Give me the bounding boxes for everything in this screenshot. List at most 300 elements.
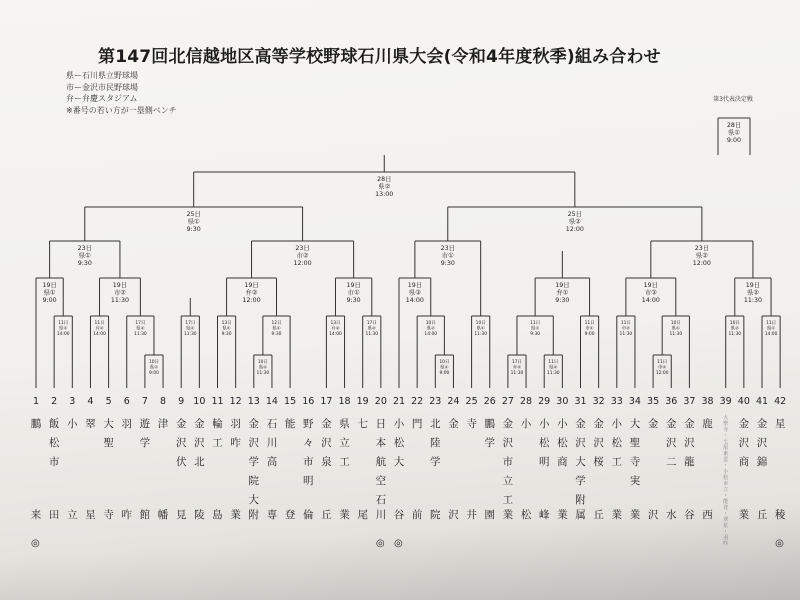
- match-date: 11日: [620, 321, 631, 326]
- bracket-position-number: 12: [229, 396, 242, 407]
- match-time: 14:00: [93, 331, 106, 337]
- school-char: 幡: [157, 509, 169, 521]
- match-venue: 県②: [568, 218, 581, 226]
- match-date: 25日: [567, 211, 582, 218]
- school-char: 津: [157, 418, 169, 430]
- school-char: 田: [48, 509, 60, 521]
- school-name: [47, 415, 61, 521]
- school-char: ・: [723, 529, 729, 535]
- match-time: 12:00: [655, 370, 669, 376]
- match-date: 19日: [745, 282, 761, 289]
- school-char: 翠: [723, 517, 729, 523]
- match-venue: 県②: [695, 252, 708, 260]
- school-name: [138, 415, 152, 521]
- match-time: 9:30: [221, 331, 232, 337]
- school-char: 沢: [738, 437, 750, 449]
- match-date: 10日: [439, 360, 450, 365]
- school-name: [102, 415, 116, 521]
- match-time: 11:30: [619, 331, 633, 337]
- match-date: 13日: [221, 321, 232, 326]
- school-char: 鵬: [30, 418, 42, 430]
- school-char: 沢: [248, 437, 260, 449]
- match-venue: 県②: [59, 326, 68, 332]
- school-name: [83, 415, 97, 521]
- match-time: 14:00: [405, 296, 424, 304]
- legend-line: ※番号の若い方が一塁側ベンチ: [66, 105, 177, 115]
- bracket-position-number: 11: [211, 396, 224, 407]
- school-char: 々: [303, 437, 314, 449]
- seed-mark: ◎: [775, 538, 784, 549]
- school-name: [356, 415, 370, 521]
- match-venue: 市①: [585, 326, 594, 332]
- school-name: [374, 415, 388, 521]
- bracket-position-number: 38: [701, 396, 714, 407]
- school-char: 沢: [502, 437, 514, 449]
- school-char: 金: [502, 418, 514, 430]
- bracket-position-number: 40: [737, 396, 750, 407]
- school-char: 大: [575, 456, 586, 468]
- school-char: 前: [411, 509, 423, 521]
- match-venue: 県②: [186, 326, 195, 332]
- match-venue: 弁②: [512, 365, 522, 371]
- school-name: [719, 415, 733, 547]
- school-char: 星: [774, 418, 786, 430]
- school-name: [519, 415, 533, 521]
- match-date: 19日: [112, 282, 128, 289]
- school-char: 工: [611, 456, 623, 468]
- school-char: 大: [103, 418, 114, 430]
- bracket-position-number: 18: [338, 396, 351, 407]
- match-venue: 県①: [272, 326, 281, 332]
- school-char: 小: [67, 418, 78, 430]
- school-char: 星: [723, 523, 729, 529]
- school-char: 小: [723, 469, 729, 475]
- bracket-position-number: 13: [247, 396, 260, 407]
- school-char: 高: [266, 456, 278, 468]
- match-date: 11日: [584, 321, 595, 326]
- match-date: 10日: [670, 321, 681, 326]
- school-char: 立: [339, 437, 350, 449]
- school-char: 能: [284, 418, 296, 430]
- bracket-position-number: 34: [628, 396, 641, 407]
- school-char: 業: [502, 509, 514, 521]
- match-time: 11:30: [134, 331, 147, 337]
- match-venue: 県②: [549, 365, 558, 371]
- school-char: 門: [411, 418, 423, 430]
- match-date: 11日: [94, 321, 105, 326]
- bracket-position-number: 33: [610, 396, 623, 407]
- school-char: 県: [339, 418, 350, 430]
- school-char: 登: [723, 505, 729, 511]
- match-time: 9:30: [271, 331, 282, 337]
- bracket-position-number: 14: [265, 396, 278, 407]
- match-date: 10日: [257, 360, 268, 365]
- school-char: 工: [339, 456, 350, 468]
- school-char: 丘: [321, 509, 332, 521]
- match-time: 9:30: [186, 225, 201, 233]
- match-time: 11:30: [110, 296, 130, 304]
- school-char: 日: [375, 418, 387, 430]
- school-char: 明: [303, 475, 314, 487]
- match-time: 11:30: [256, 370, 270, 376]
- school-char: 七: [723, 439, 729, 445]
- bracket-position-number: 30: [556, 396, 569, 407]
- school-char: 学: [484, 437, 495, 449]
- school-char: 龍: [684, 456, 695, 468]
- school-char: 属: [575, 509, 586, 521]
- match-venue: 県②: [367, 326, 376, 332]
- school-char: 鵬: [484, 418, 495, 430]
- school-name: [646, 415, 660, 521]
- school-name: [29, 415, 43, 521]
- school-char: ・: [723, 463, 729, 469]
- school-name: [156, 415, 170, 521]
- match-date: 13日: [330, 321, 341, 326]
- match-venue: 県②: [730, 326, 739, 332]
- bracket-position-number: 25: [465, 396, 478, 407]
- match-venue: 県①: [766, 326, 776, 332]
- match-date: 19日: [244, 282, 259, 289]
- match-venue: 市②: [658, 365, 667, 371]
- bracket-position-number: 20: [374, 396, 387, 407]
- bracket-position-number: 26: [483, 396, 496, 407]
- match-venue: 県②: [136, 326, 145, 332]
- match-venue: 県②: [378, 183, 391, 191]
- school-char: 寺: [723, 427, 729, 433]
- school-name: [428, 415, 442, 521]
- match-date: 19日: [643, 282, 658, 289]
- school-char: 沢: [194, 437, 205, 449]
- school-char: 松: [723, 475, 729, 481]
- match-date: 17日: [366, 321, 377, 326]
- bracket-position-number: 24: [447, 396, 460, 407]
- school-name: [120, 415, 134, 521]
- school-char: 商: [738, 456, 750, 468]
- match-venue: 県①: [440, 365, 449, 371]
- match-date: 10日: [148, 360, 159, 365]
- school-char: 業: [339, 509, 350, 521]
- school-name: [446, 415, 460, 521]
- school-char: 泉: [321, 456, 332, 468]
- match-time: 12:00: [242, 296, 261, 304]
- match-date: 23日: [77, 245, 92, 252]
- school-char: 遊: [139, 418, 151, 430]
- school-name: [465, 415, 479, 521]
- school-char: 市: [723, 481, 729, 487]
- match-date: 12日: [271, 321, 282, 326]
- school-char: 金: [575, 418, 586, 430]
- school-name: [628, 415, 642, 521]
- school-char: 来: [30, 509, 42, 521]
- school-char: ・: [723, 433, 729, 439]
- bracket-position-number: 19: [356, 396, 369, 407]
- match-date: 11日: [548, 360, 559, 365]
- school-char: ・: [723, 493, 729, 499]
- school-char: 空: [375, 475, 387, 487]
- bracket-position-number: 8: [160, 396, 167, 407]
- school-name: [773, 415, 787, 521]
- school-char: 寺: [466, 418, 477, 430]
- bracket-position-number: 29: [538, 396, 551, 407]
- match-venue: 市②: [621, 326, 631, 332]
- school-name: [682, 415, 696, 521]
- school-char: 金: [194, 418, 205, 430]
- school-char: 東: [723, 451, 729, 457]
- school-name: [265, 415, 279, 521]
- match-venue: 市①: [441, 252, 454, 260]
- school-name: [537, 415, 551, 521]
- school-char: 聖: [629, 437, 641, 449]
- match-venue: 県①: [149, 365, 159, 371]
- bracket-position-number: 21: [392, 396, 406, 407]
- bracket-position-number: 6: [123, 396, 130, 407]
- school-name: [574, 415, 588, 521]
- school-char: 川: [375, 509, 387, 521]
- school-name: [229, 415, 243, 521]
- bracket-position-number: 27: [501, 396, 514, 407]
- bracket-position-number: 5: [105, 396, 112, 407]
- school-char: 尾: [723, 445, 729, 451]
- school-char: 桜: [593, 456, 604, 468]
- school-char: 水: [666, 509, 677, 521]
- match-time: 9:00: [584, 331, 595, 337]
- school-char: 立: [502, 475, 514, 487]
- bracket-position-number: 9: [178, 396, 185, 407]
- bracket-position-number: 7: [141, 396, 148, 407]
- school-char: 金: [738, 418, 750, 430]
- bracket-position-number: 37: [683, 396, 696, 407]
- match-venue: 県①: [530, 326, 540, 332]
- match-date: 10日: [729, 321, 740, 326]
- match-venue: 県③: [408, 289, 421, 297]
- school-char: 市: [48, 456, 60, 468]
- school-char: 院: [430, 509, 441, 521]
- school-name: [319, 415, 333, 521]
- school-char: 附: [575, 494, 586, 506]
- school-char: 寺: [629, 456, 641, 468]
- school-char: 寺: [103, 509, 114, 521]
- school-char: 谷: [393, 509, 405, 521]
- match-time: 9:30: [530, 331, 541, 337]
- bracket-position-number: 10: [193, 396, 206, 407]
- match-venue: 市①: [347, 289, 360, 297]
- school-name: [755, 415, 769, 521]
- match-time: 12:00: [565, 225, 584, 233]
- match-venue: 弁②: [95, 326, 104, 332]
- bracket-position-number: 3: [69, 396, 76, 407]
- school-char: 北: [430, 418, 441, 430]
- match-time: 11:30: [474, 331, 488, 337]
- school-char: 院: [248, 475, 260, 487]
- school-char: 聖: [723, 421, 729, 427]
- school-char: 工: [212, 437, 223, 449]
- school-char: 大: [723, 415, 729, 421]
- school-char: 稜: [774, 509, 786, 521]
- school-char: 金: [647, 418, 659, 430]
- match-date: 25日: [186, 211, 201, 218]
- school-char: 大: [393, 456, 405, 468]
- school-char: 業: [611, 509, 623, 521]
- school-char: 学: [575, 475, 586, 487]
- school-name: [338, 415, 352, 521]
- school-name: [247, 415, 261, 521]
- school-name: [283, 415, 297, 521]
- match-time: 9:00: [439, 370, 450, 376]
- seed-mark: ◎: [31, 538, 40, 549]
- match-date: 28日: [377, 176, 392, 183]
- school-char: 業: [629, 509, 641, 521]
- bracket-position-number: 16: [302, 396, 315, 407]
- school-char: 松: [48, 437, 60, 449]
- match-venue: 弁②: [245, 289, 258, 297]
- school-char: 学: [430, 456, 441, 468]
- school-char: 業: [230, 509, 241, 521]
- school-char: 星: [85, 509, 96, 521]
- match-time: 9:30: [440, 259, 455, 267]
- match-venue: 市②: [296, 252, 309, 260]
- school-char: 附: [248, 509, 260, 521]
- page-title: 第147回北信越地区高等学校野球石川県大会(令和4年度秋季)組み合わせ: [98, 47, 661, 67]
- school-char: 市: [502, 456, 514, 468]
- school-char: 金: [175, 418, 187, 430]
- school-name: [664, 415, 678, 521]
- school-char: 松: [538, 437, 550, 449]
- legend-line: 県ー石川県立野球場: [66, 71, 138, 80]
- match-date: 17日: [511, 360, 522, 365]
- school-char: 能: [723, 499, 729, 505]
- school-char: 翠: [85, 418, 96, 430]
- seed-mark: ◎: [375, 538, 385, 549]
- seed-mark: ◎: [394, 538, 403, 549]
- match-time: 9:00: [42, 296, 57, 304]
- school-name: [301, 415, 315, 521]
- school-char: 咋: [230, 437, 241, 449]
- bracket-position-number: 23: [429, 396, 442, 407]
- school-char: 松: [611, 437, 623, 449]
- bracket-position-number: 36: [665, 396, 678, 407]
- match-date: 10日: [475, 321, 486, 326]
- school-name: [701, 415, 715, 521]
- school-char: 二: [666, 456, 677, 468]
- bracket-position-number: 35: [647, 396, 660, 407]
- match-date: 11日: [530, 321, 541, 326]
- school-char: 輪: [212, 418, 223, 430]
- school-char: 松: [393, 437, 405, 449]
- school-char: 業: [557, 509, 568, 521]
- match-time: 14:00: [329, 331, 342, 337]
- match-venue: 県①: [671, 326, 680, 332]
- school-char: 沢: [175, 437, 187, 449]
- school-char: 伏: [175, 456, 187, 468]
- match-time: 11:30: [546, 370, 560, 376]
- match-venue: 弁②: [331, 326, 340, 332]
- match-date: 23日: [440, 245, 455, 252]
- match-time: 11:30: [728, 331, 742, 337]
- school-char: 園: [484, 509, 495, 521]
- school-char: 松: [520, 509, 532, 521]
- school-char: 陵: [194, 509, 205, 521]
- match-venue: 県②: [426, 326, 435, 332]
- school-char: 金: [321, 418, 332, 430]
- match-venue: 県①: [78, 252, 91, 260]
- school-char: 西: [702, 509, 713, 521]
- match-time: 13:00: [375, 190, 394, 198]
- school-char: 登: [284, 509, 296, 521]
- match-venue: 県①: [222, 326, 231, 332]
- bracket-position-number: 41: [755, 396, 769, 407]
- school-char: 工: [502, 494, 514, 506]
- school-char: 市: [303, 456, 314, 468]
- match-venue: 弁①: [556, 289, 569, 297]
- school-name: [592, 415, 606, 521]
- school-char: 業: [738, 509, 750, 521]
- match-time: 11:30: [743, 296, 763, 304]
- match-date: 17日: [185, 321, 196, 326]
- match-date: 19日: [555, 282, 570, 289]
- match-date: 19日: [346, 282, 361, 289]
- third-place-caption: 第3代表決定戦: [713, 96, 753, 103]
- school-char: 学: [248, 456, 260, 468]
- school-char: 丘: [756, 509, 768, 521]
- school-char: 金: [593, 418, 604, 430]
- school-char: 沢: [647, 509, 659, 521]
- school-char: 谷: [684, 509, 695, 521]
- legend-line: 市ー金沢市民野球場: [66, 82, 138, 92]
- school-char: 小: [611, 418, 623, 430]
- school-char: 大: [248, 494, 260, 506]
- school-char: 鹿: [702, 418, 713, 430]
- bracket-position-number: 32: [592, 396, 605, 407]
- school-char: 沢: [666, 437, 677, 449]
- school-char: 見: [175, 509, 187, 521]
- school-char: 沢: [575, 437, 586, 449]
- bracket-position-number: 28: [520, 396, 533, 407]
- school-char: 野: [303, 418, 314, 430]
- match-time: 9:00: [149, 370, 159, 376]
- school-char: 金: [666, 418, 677, 430]
- match-time: 14:00: [424, 331, 438, 337]
- school-char: 飯: [48, 418, 60, 430]
- school-char: 石: [266, 418, 278, 430]
- school-name: [501, 415, 515, 521]
- school-char: 羽: [230, 418, 241, 430]
- school-char: 北: [194, 456, 205, 468]
- school-char: 立: [723, 487, 729, 493]
- school-char: 小: [520, 418, 532, 430]
- bracket-position-number: 2: [51, 396, 58, 407]
- match-time: 11:30: [669, 331, 683, 337]
- match-time: 9:00: [726, 136, 742, 144]
- school-char: 金: [756, 418, 768, 430]
- match-time: 14:00: [641, 296, 660, 304]
- match-time: 14:00: [56, 331, 70, 337]
- school-char: 本: [375, 437, 387, 449]
- school-name: [65, 415, 79, 521]
- school-name: [555, 415, 569, 521]
- bracket-position-number: 42: [774, 396, 787, 407]
- school-char: 沢: [593, 437, 604, 449]
- match-venue: 市②: [113, 289, 126, 297]
- school-name: [610, 415, 624, 521]
- school-char: 小: [538, 418, 550, 430]
- school-char: 松: [557, 437, 568, 449]
- match-date: 17日: [135, 321, 146, 326]
- school-name: [392, 415, 406, 521]
- legend-line: 弁ー弁慶スタジアム: [66, 94, 138, 103]
- match-date: 10日: [425, 321, 436, 326]
- school-char: 航: [375, 456, 387, 468]
- match-date: 28日: [726, 122, 742, 129]
